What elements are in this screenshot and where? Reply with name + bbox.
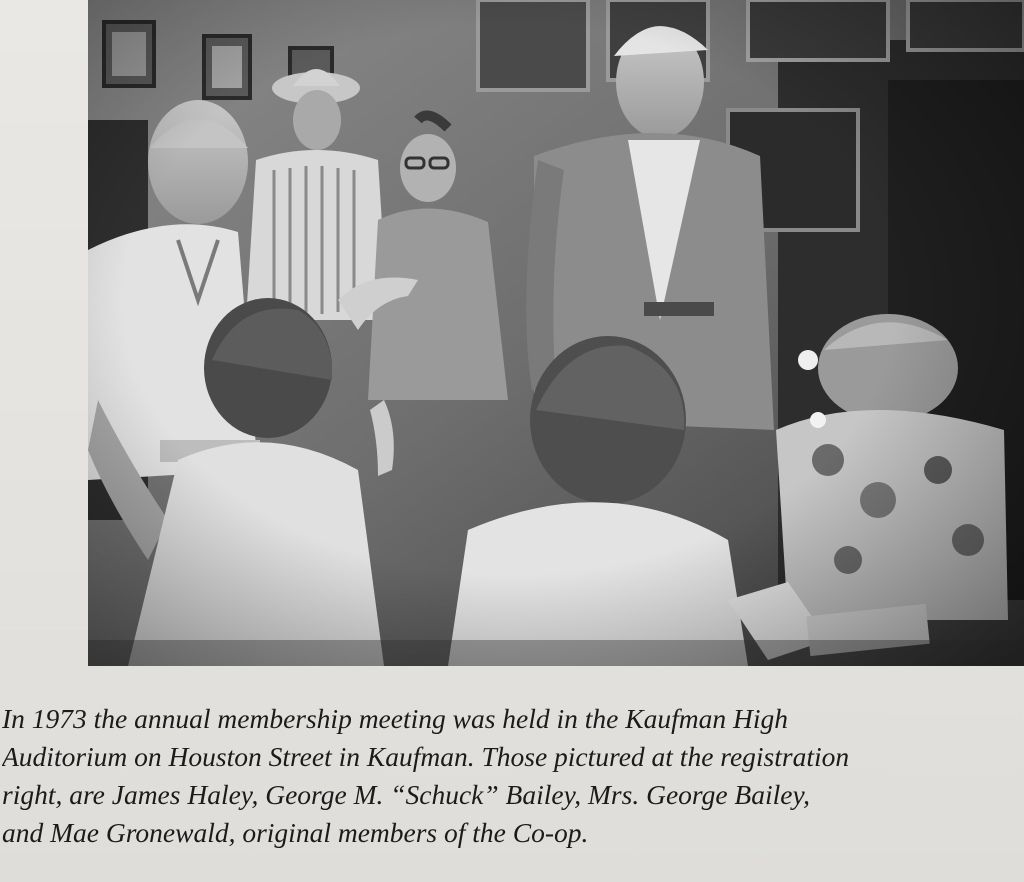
caption-line-4: and Mae Gronewald, original members of the Co-op. xyxy=(2,817,589,848)
historical-photograph xyxy=(88,0,1024,666)
caption-line-2: Auditorium on Houston Street in Kaufman. Those pictured at the registration xyxy=(2,741,850,772)
photo-illustration xyxy=(88,0,1024,666)
photo-caption xyxy=(2,700,1024,852)
caption-line-1: In 1973 the annual membership meeting was held in the Kaufman High xyxy=(2,703,788,734)
caption-line-3: right, are James Haley, George M. “Schuck” Bailey, Mrs. George Bailey, xyxy=(2,779,811,810)
